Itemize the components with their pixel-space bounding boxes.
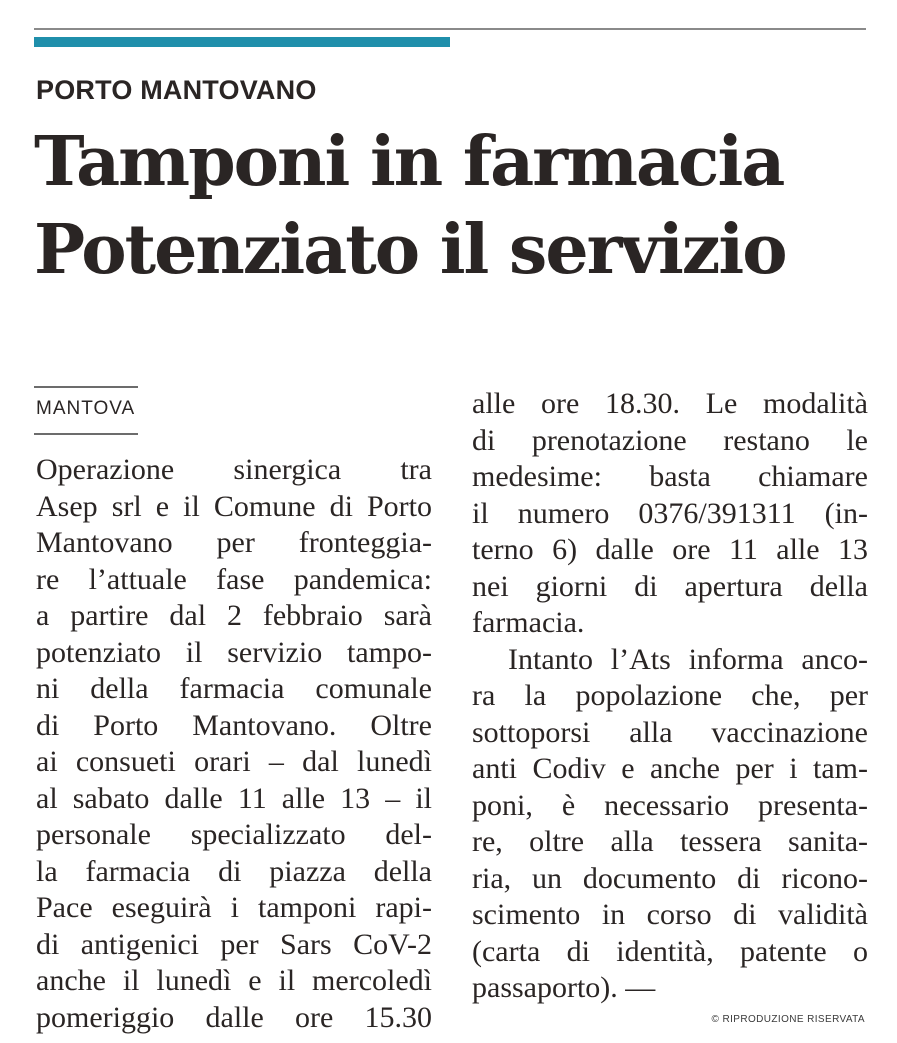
body-line: di prenotazione restano le: [472, 423, 868, 457]
body-line: alle ore 18.30. Le modalità: [472, 387, 868, 420]
body-line: (carta di identità, patente o: [472, 934, 868, 968]
body-line: il numero 0376/391311 (in-: [472, 496, 868, 530]
body-column-2: [472, 386, 868, 1007]
body-line: poni, è necessario presenta-: [472, 788, 868, 822]
top-divider: [34, 28, 866, 30]
headline-line: Tamponi in farmacia: [34, 122, 784, 202]
body-line: Mantovano per fronteggia-: [36, 526, 432, 559]
body-line: personale specializzato del-: [36, 818, 432, 851]
body-line: di antigenici per Sars CoV-2: [36, 927, 432, 961]
body-line: Pace eseguirà i tamponi rapi-: [36, 891, 432, 924]
body-line: ra la popolazione che, per: [472, 679, 868, 712]
body-line: a partire dal 2 febbraio sarà: [36, 599, 432, 632]
body-line: medesime: basta chiamare: [472, 460, 868, 493]
body-line: passaporto). —: [472, 971, 656, 1004]
body-line: di Porto Mantovano. Oltre: [36, 708, 432, 742]
body-line: terno 6) dalle ore 11 alle 13: [472, 533, 868, 566]
dateline: MANTOVA: [36, 398, 136, 419]
body-line: anti Codiv e anche per i tam-: [472, 752, 868, 785]
body-line: ni della farmacia comunale: [36, 672, 432, 705]
body-line: re l’attuale fase pandemica:: [36, 562, 432, 596]
body-line: nei giorni di apertura della: [472, 569, 868, 603]
dateline-rule-bottom: [34, 433, 138, 435]
copyright-notice: © RIPRODUZIONE RISERVATA: [711, 1014, 865, 1025]
body-line: scimento in corso di validità: [472, 898, 868, 931]
body-column-1: [36, 452, 432, 1036]
body-line: Operazione sinergica tra: [36, 453, 432, 486]
body-line: pomeriggio dalle ore 15.30: [36, 1000, 432, 1034]
body-line: ai consueti orari – dal lunedì: [36, 745, 432, 778]
body-line: al sabato dalle 11 alle 13 – il: [36, 781, 432, 815]
body-line: Intanto l’Ats informa anco-: [508, 642, 868, 676]
body-line: re, oltre alla tessera sanita-: [472, 825, 868, 858]
body-line: sottoporsi alla vaccinazione: [472, 715, 868, 749]
body-line: anche il lunedì e il mercoledì: [36, 964, 432, 997]
body-line: la farmacia di piazza della: [36, 854, 432, 888]
dateline-rule-top: [34, 386, 138, 388]
headline-line: Potenziato il servizio: [34, 210, 786, 290]
body-line: farmacia.: [472, 606, 585, 639]
article-headline: [34, 118, 874, 294]
section-kicker: PORTO MANTOVANO: [36, 75, 317, 105]
section-accent-bar: [34, 37, 450, 47]
body-line: Asep srl e il Comune di Porto: [36, 489, 432, 523]
body-line: ria, un documento di ricono-: [472, 861, 868, 895]
body-line: potenziato il servizio tampo-: [36, 635, 432, 669]
